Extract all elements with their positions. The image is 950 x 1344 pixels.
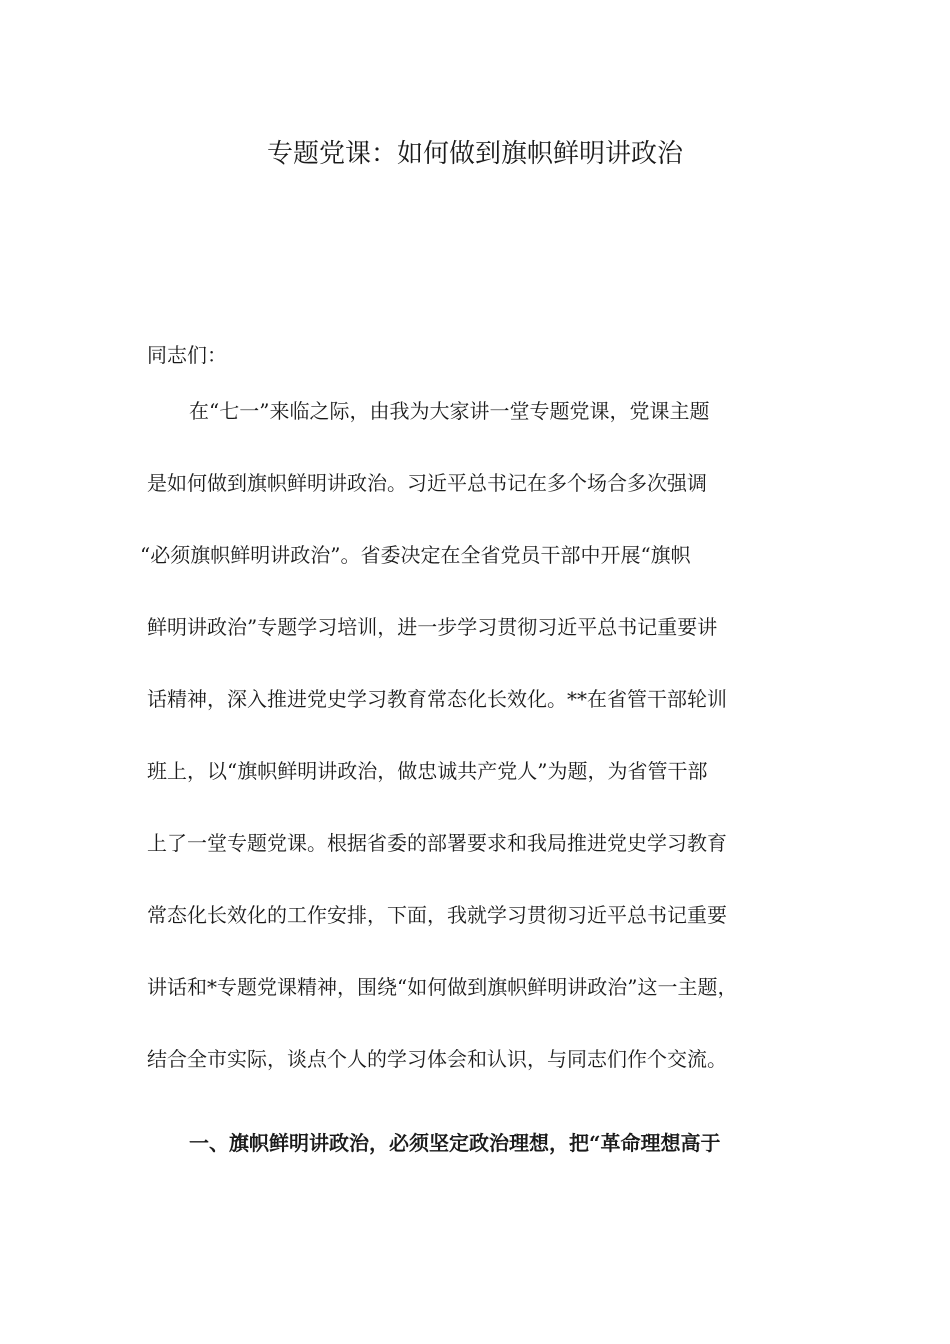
- paragraph-line: 班上，以“旗帜鲜明讲政治，做忠诚共产党人”为题，为省管干部: [147, 759, 708, 783]
- salutation: 同志们：: [147, 343, 227, 367]
- paragraph-line: “必须旗帜鲜明讲政治”。省委决定在全省党员干部中开展“旗帜: [140, 543, 691, 567]
- paragraph-line: 在“七一”来临之际，由我为大家讲一堂专题党课，党课主题: [189, 399, 710, 423]
- paragraph-line: 结合全市实际，谈点个人的学习体会和认识，与同志们作个交流。: [147, 1047, 727, 1071]
- paragraph-line: 上了一堂专题党课。根据省委的部署要求和我局推进党史学习教育: [147, 831, 727, 855]
- document-title: 专题党课：如何做到旗帜鲜明讲政治: [266, 139, 683, 169]
- paragraph-line: 常态化长效化的工作安排，下面，我就学习贯彻习近平总书记重要: [147, 903, 727, 927]
- paragraph-line: 鲜明讲政治”专题学习培训，进一步学习贯彻习近平总书记重要讲: [147, 615, 718, 639]
- section-heading: 一、旗帜鲜明讲政治，必须坚定政治理想，把“革命理想高于: [189, 1131, 721, 1155]
- paragraph-line: 是如何做到旗帜鲜明讲政治。习近平总书记在多个场合多次强调: [147, 471, 707, 495]
- paragraph-line: 话精神，深入推进党史学习教育常态化长效化。**在省管干部轮训: [147, 687, 727, 711]
- paragraph-line: 讲话和*专题党课精神，围绕“如何做到旗帜鲜明讲政治”这一主题，: [147, 975, 738, 999]
